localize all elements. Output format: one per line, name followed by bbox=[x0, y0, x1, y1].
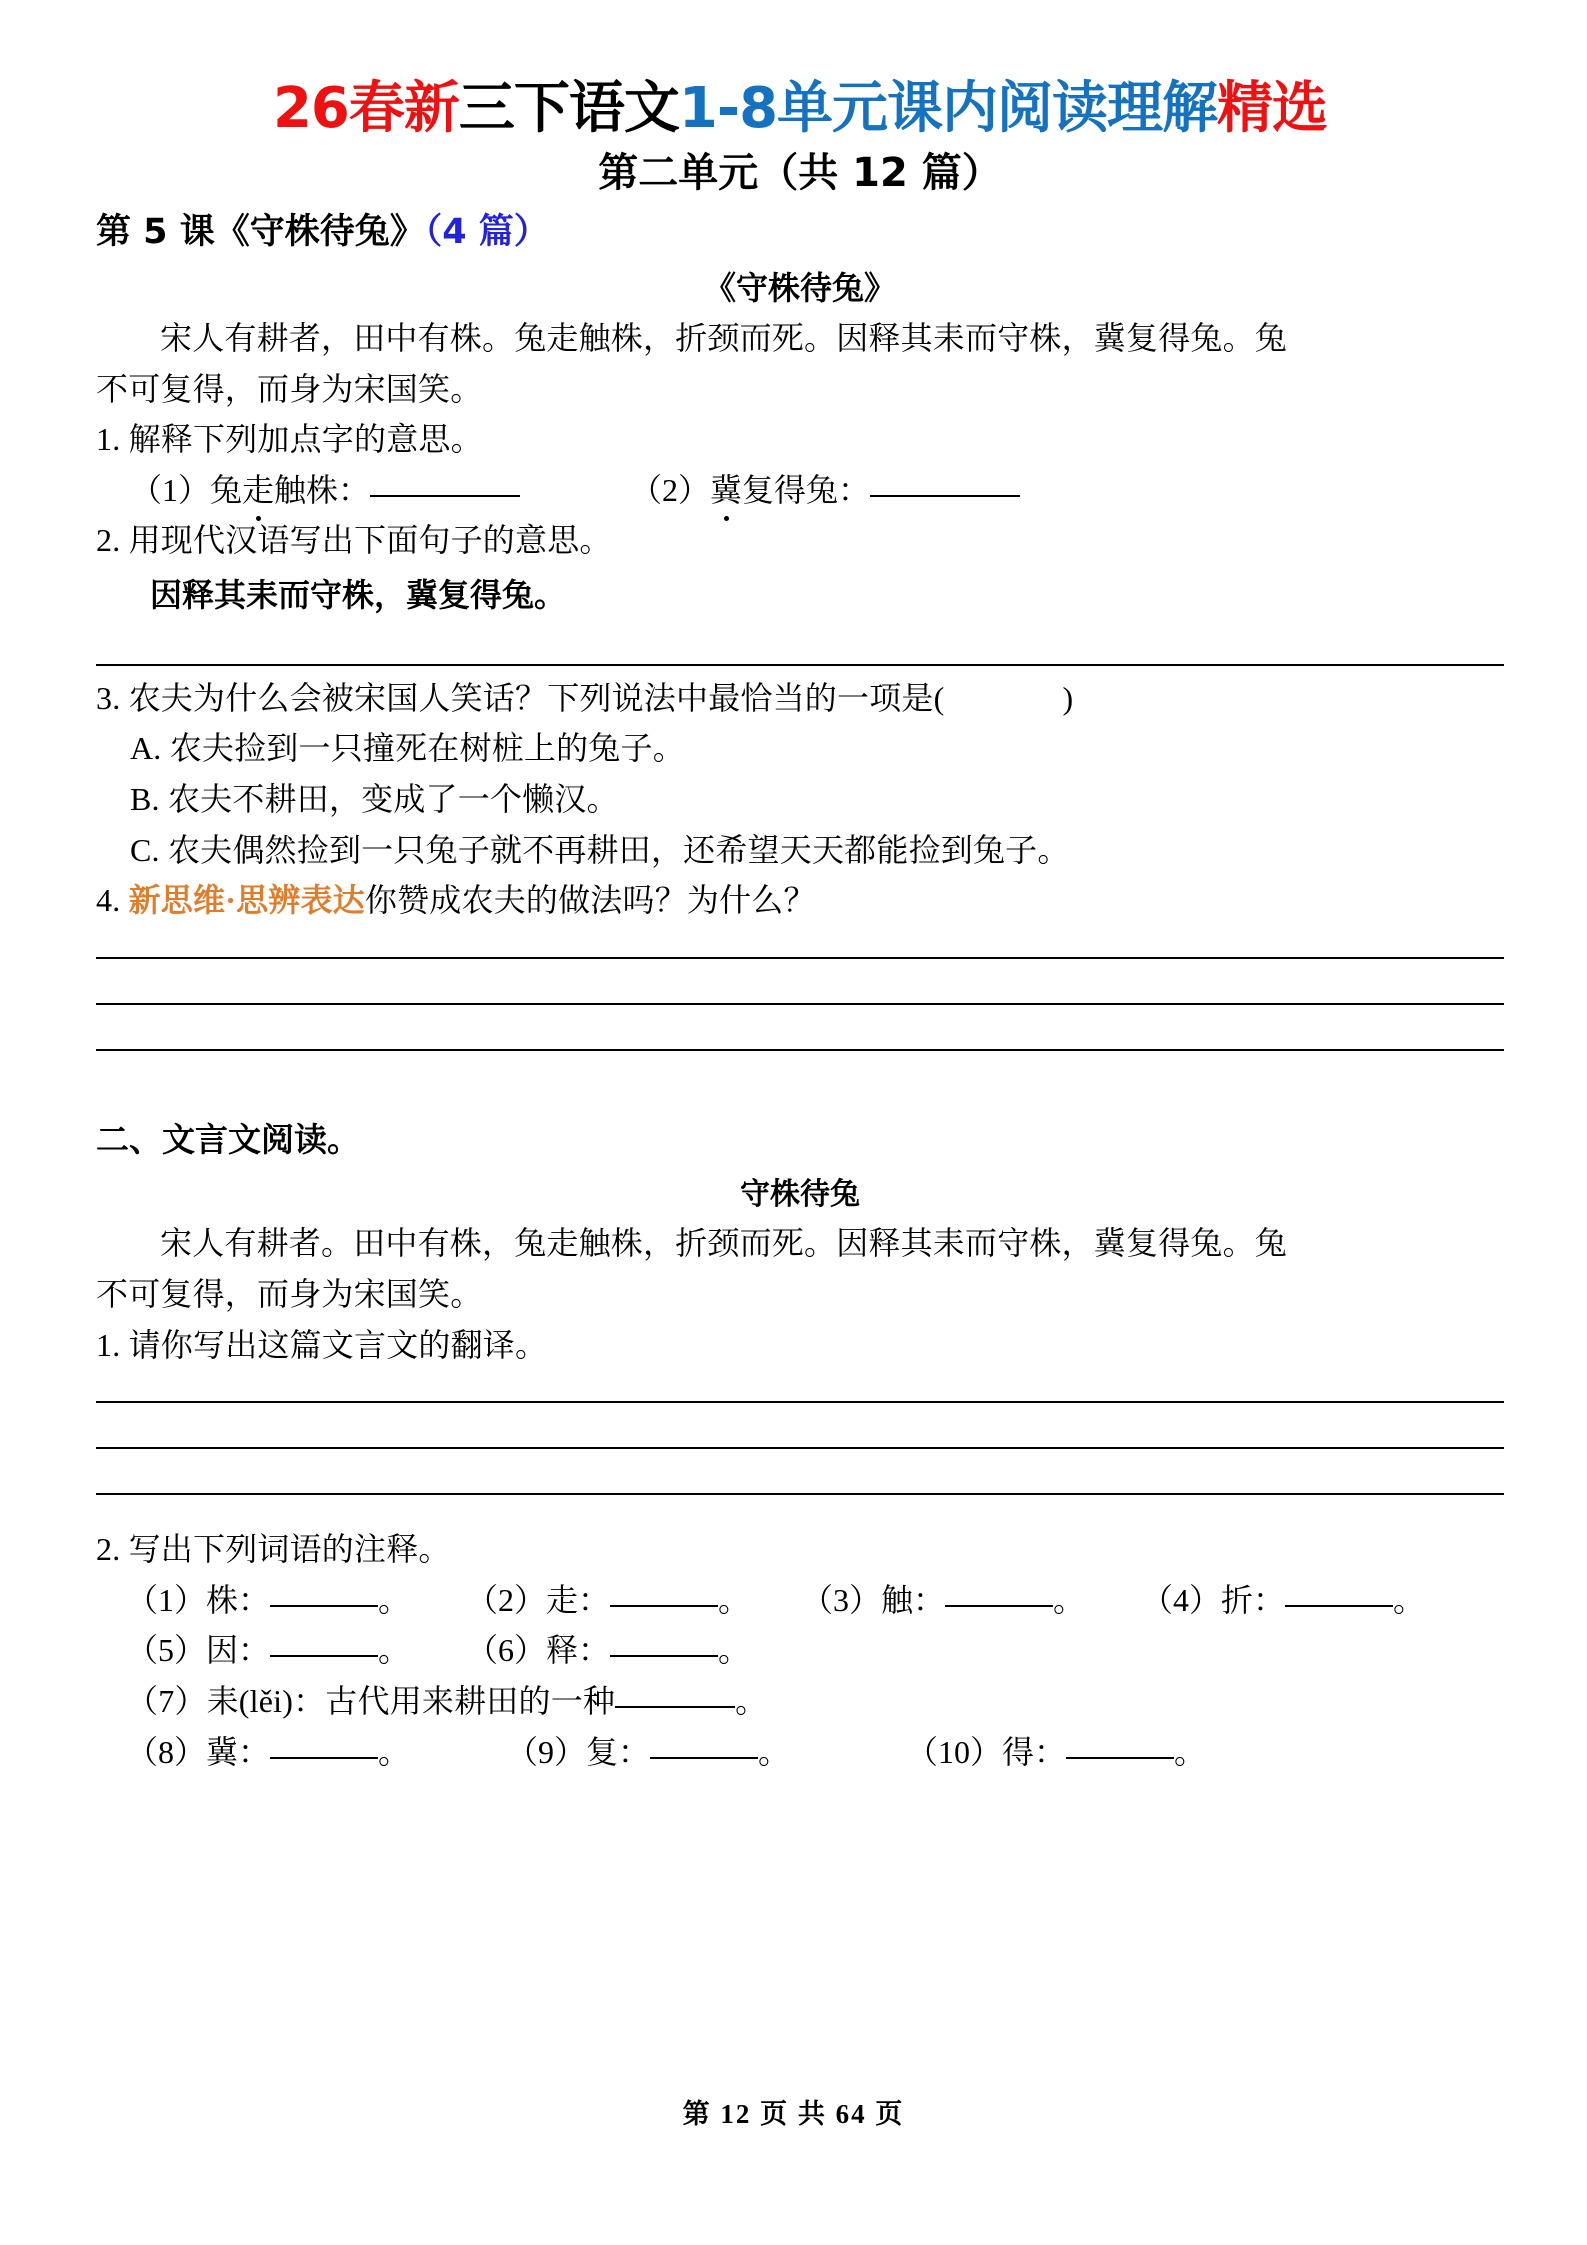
section1-passage-title: 《守株待兔》 bbox=[703, 268, 896, 307]
title-segment-red-1: 26春新 bbox=[272, 76, 459, 141]
q4-new-thinking-tag: 新思维·思辨表达 bbox=[128, 882, 365, 919]
q3-text: 3. 农夫为什么会被宋国人笑话？下列说法中最恰当的一项是( bbox=[96, 679, 945, 716]
gloss-item-6 bbox=[466, 1626, 750, 1675]
lesson-heading-count: （4 篇） bbox=[424, 211, 549, 252]
gloss-item-5-blank[interactable] bbox=[270, 1655, 378, 1657]
section1-q3-option-a[interactable]: A. 农夫捡到一只撞死在树桩上的兔子。 bbox=[130, 730, 685, 767]
document-subtitle: 第二单元（共 12 篇） bbox=[598, 149, 1002, 196]
gloss-item-4-label: （4）折： bbox=[1141, 1581, 1286, 1618]
gloss-item-8 bbox=[126, 1728, 506, 1777]
section2-passage-line-2: 不可复得，而身为宋国笑。 bbox=[96, 1275, 483, 1312]
gloss-item-1-period: 。 bbox=[378, 1581, 411, 1618]
section2-gloss-row-4 bbox=[96, 1728, 1504, 1777]
gloss-item-9-period: 。 bbox=[758, 1733, 791, 1770]
gloss-item-6-period: 。 bbox=[718, 1632, 751, 1669]
title-segment-black: 三下语文 bbox=[458, 76, 679, 141]
gloss-item-6-blank[interactable] bbox=[610, 1655, 718, 1657]
q1-item2-pre: （2） bbox=[630, 471, 711, 508]
section1-q3-option-b[interactable]: B. 农夫不耕田，变成了一个懒汉。 bbox=[130, 780, 619, 817]
document-title bbox=[96, 78, 1504, 141]
section2-gloss-row-1 bbox=[96, 1576, 1504, 1625]
gloss-item-7-label: （7）耒(lěi)：古代用来耕田的一种 bbox=[126, 1683, 616, 1720]
gloss-item-10 bbox=[906, 1728, 1206, 1777]
q4-text: 你赞成农夫的做法吗？为什么？ bbox=[364, 882, 816, 919]
section1-q3-option-c[interactable]: C. 农夫偶然捡到一只兔子就不再耕田，还希望天天都能捡到兔子。 bbox=[130, 831, 1070, 868]
gloss-item-1 bbox=[126, 1576, 466, 1625]
q1-item2-dotted-char: 冀 bbox=[710, 466, 742, 515]
gloss-item-6-label: （6）释： bbox=[466, 1632, 611, 1669]
section1-passage-line-2: 不可复得，而身为宋国笑。 bbox=[96, 370, 483, 407]
gloss-item-10-label: （10）得： bbox=[906, 1733, 1067, 1770]
page-footer: 第 12 页 共 64 页 bbox=[682, 2099, 905, 2129]
section2-question-1: 1. 请你写出这篇文言文的翻译。 bbox=[96, 1326, 548, 1363]
gloss-item-7-blank[interactable] bbox=[615, 1706, 735, 1708]
gloss-item-10-blank[interactable] bbox=[1066, 1757, 1174, 1759]
gloss-item-9 bbox=[506, 1728, 906, 1777]
gloss-item-1-blank[interactable] bbox=[270, 1605, 378, 1607]
q1-item1-post: 触株： bbox=[274, 471, 371, 508]
title-segment-red-2: 精选 bbox=[1217, 76, 1328, 141]
q1-item1-pre: （1）兔 bbox=[130, 471, 243, 508]
section2-passage-title: 守株待兔 bbox=[740, 1177, 860, 1213]
gloss-item-8-period: 。 bbox=[378, 1733, 411, 1770]
gloss-item-2-blank[interactable] bbox=[610, 1605, 718, 1607]
section2-gloss-row-3 bbox=[96, 1677, 1504, 1726]
section1-q1-item-2 bbox=[630, 466, 1020, 515]
gloss-item-8-blank[interactable] bbox=[270, 1757, 378, 1759]
section2-question-2: 2. 写出下列词语的注释。 bbox=[96, 1531, 451, 1568]
section1-q1-items bbox=[96, 466, 1504, 515]
gloss-item-2-label: （2）走： bbox=[466, 1581, 611, 1618]
section2-heading: 二、文言文阅读。 bbox=[96, 1119, 360, 1159]
q1-item1-answer-blank[interactable] bbox=[370, 495, 520, 497]
gloss-item-4-period: 。 bbox=[1393, 1581, 1426, 1618]
q3-close-paren: ) bbox=[1062, 679, 1074, 716]
q4-number: 4. bbox=[96, 882, 129, 919]
lesson-heading-main: 第 5 课《守株待兔》 bbox=[96, 211, 425, 252]
gloss-item-9-label: （9）复： bbox=[506, 1733, 651, 1770]
section2-gloss-row-2 bbox=[96, 1626, 1504, 1675]
section1-passage-line-1: 宋人有耕者，田中有株。兔走触株，折颈而死。因释其耒而守株，冀复得兔。兔 bbox=[160, 319, 1288, 356]
gloss-item-3-label: （3）触： bbox=[801, 1581, 946, 1618]
gloss-item-5-period: 。 bbox=[378, 1632, 411, 1669]
gloss-item-8-label: （8）冀： bbox=[126, 1733, 271, 1770]
gloss-item-2 bbox=[466, 1576, 801, 1625]
page-content bbox=[96, 78, 1504, 1778]
section1-question-3 bbox=[96, 674, 1504, 723]
section1-question-2: 2. 用现代汉语写出下面句子的意思。 bbox=[96, 522, 612, 559]
q1-item2-answer-blank[interactable] bbox=[870, 495, 1020, 497]
gloss-item-5 bbox=[126, 1626, 466, 1675]
section1-question-1: 1. 解释下列加点字的意思。 bbox=[96, 421, 483, 458]
section2-passage-line-1: 宋人有耕者。田中有株，兔走触株，折颈而死。因释其耒而守株，冀复得兔。兔 bbox=[160, 1225, 1288, 1262]
gloss-item-7-period: 。 bbox=[735, 1683, 768, 1720]
q1-item1-dotted-char: 走 bbox=[242, 466, 274, 515]
gloss-item-1-label: （1）株： bbox=[126, 1581, 271, 1618]
gloss-item-4 bbox=[1141, 1576, 1425, 1625]
gloss-item-3-blank[interactable] bbox=[945, 1605, 1053, 1607]
gloss-item-2-period: 。 bbox=[718, 1581, 751, 1618]
q1-item2-post: 复得兔： bbox=[742, 471, 871, 508]
gloss-item-4-blank[interactable] bbox=[1285, 1605, 1393, 1607]
gloss-item-10-period: 。 bbox=[1174, 1733, 1207, 1770]
section1-q1-item-1 bbox=[130, 466, 630, 515]
gloss-item-3 bbox=[801, 1576, 1141, 1625]
gloss-item-5-label: （5）因： bbox=[126, 1632, 271, 1669]
section1-q2-sentence: 因释其耒而守株，冀复得兔。 bbox=[150, 577, 567, 614]
title-segment-blue: 1-8单元课内阅读理解 bbox=[678, 76, 1218, 141]
lesson-heading bbox=[96, 209, 1504, 256]
section1-question-4 bbox=[96, 876, 1504, 925]
gloss-item-3-period: 。 bbox=[1053, 1581, 1086, 1618]
gloss-item-9-blank[interactable] bbox=[650, 1757, 758, 1759]
